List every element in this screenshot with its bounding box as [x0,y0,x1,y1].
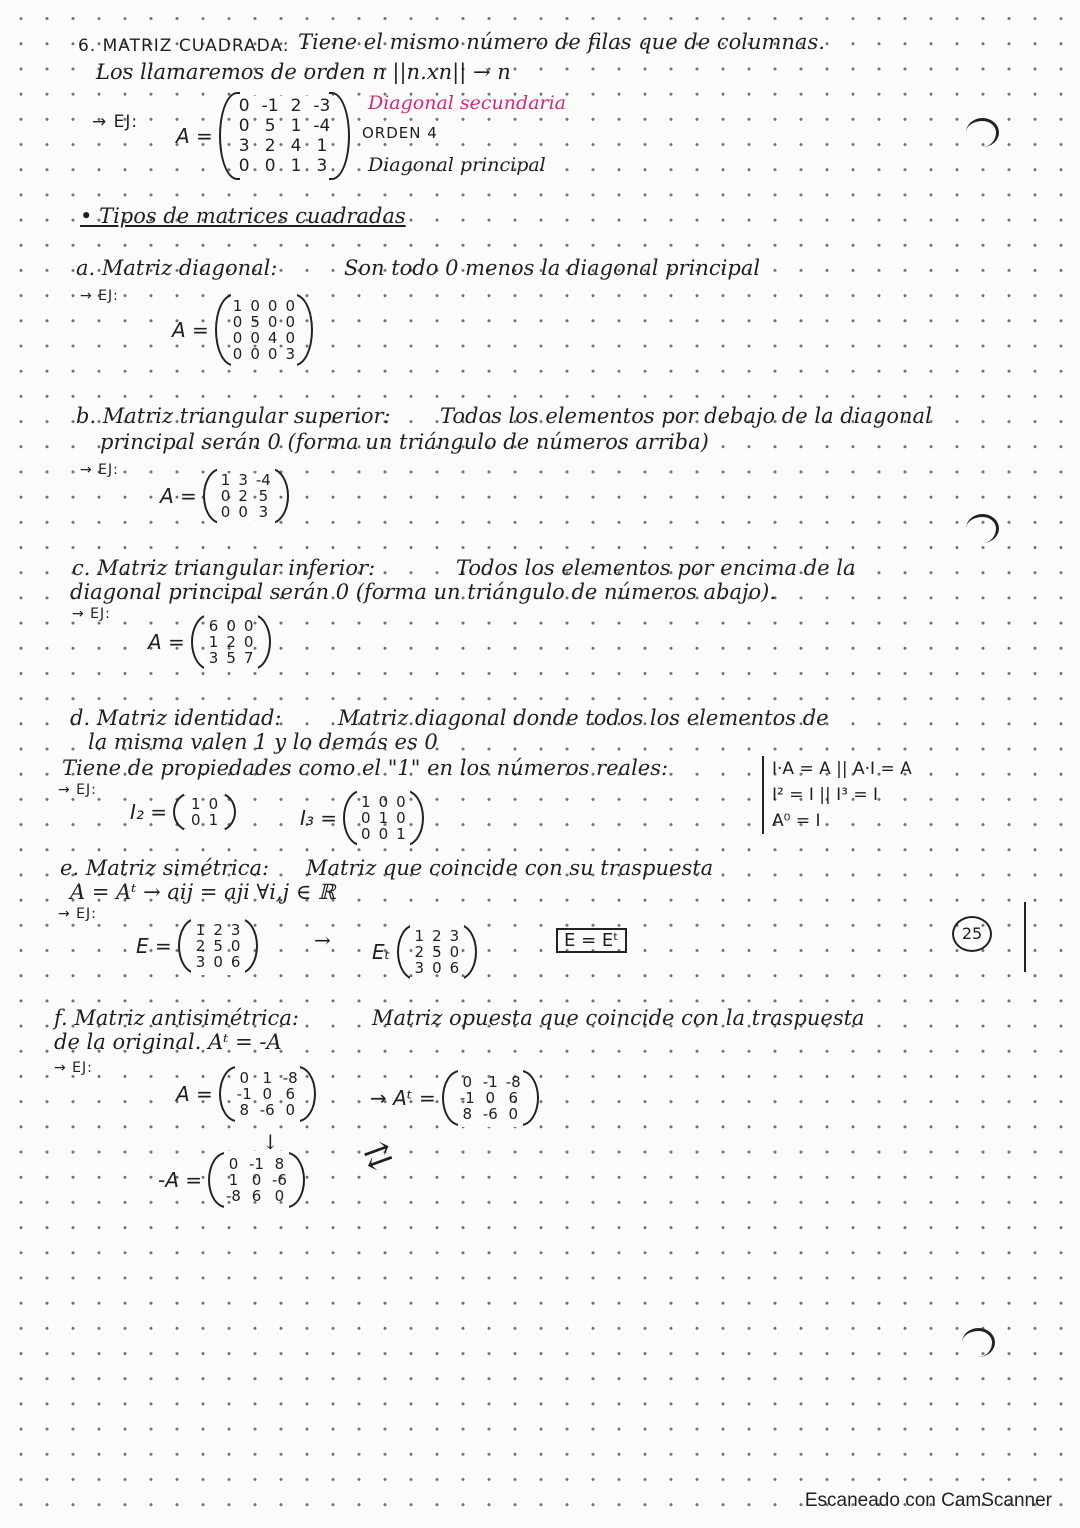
matrix-cell: 5 [432,943,442,961]
matrix-cell: 0 [264,156,276,176]
matrix-cell: -1 [482,1073,498,1091]
matrix-row [192,938,245,954]
matrix-cell: -6 [482,1105,498,1123]
binder-ring-icon [962,1328,995,1357]
matrix-row [217,488,275,504]
b-matrix [160,468,289,524]
binder-ring-icon [966,514,999,543]
matrix-cell: -3 [313,96,331,116]
d-title: d. Matriz identidad: [70,706,282,730]
matrix-cell: 0 [285,1101,295,1119]
e-matrix [136,918,258,974]
d-example-label: → EJ: [58,782,97,798]
matrix-cell: 0 [251,1171,262,1189]
matrix-cell: 0 [191,811,201,829]
matrix-row [229,346,299,362]
matrix-row [222,1156,291,1172]
matrix-cell: 0 [213,953,223,971]
matrix-cell: 0 [230,937,241,955]
matrix-cell: 0 [285,297,295,315]
matrix-cell: -1 [261,96,279,116]
a-example-label: → EJ: [80,288,119,304]
matrix-cell: -1 [248,1155,264,1173]
matrix-cell: 1 [232,297,243,315]
matrix-cell: 5 [250,313,260,331]
identity-3-matrix [300,790,424,846]
equivalence-arrows-icon: ⇄ [358,1132,399,1180]
matrix-cell: 2 [290,96,302,116]
matrix-cell: 0 [285,329,295,347]
matrix-row [217,504,275,520]
matrix-cell: 0 [396,809,406,827]
matrix-cell: 0 [220,503,231,521]
matrix-label: E = [136,934,172,958]
matrix-cell: 7 [243,649,254,667]
matrix-row [233,1070,302,1086]
matrix-cell: 1 [316,136,328,156]
matrix-cell: 0 [243,633,254,651]
matrix-row [222,1188,291,1204]
matrix-cell: 0 [378,793,389,811]
orden-label: ORDEN 4 [362,124,438,142]
matrix-label: → Aᵗ = [370,1086,436,1110]
matrix-cell: 1 [191,795,201,813]
c-example-label: → EJ: [72,606,111,622]
matrix-cell: 0 [267,297,278,315]
matrix-cell: 0 [432,959,442,977]
matrix-cell: 1 [228,1171,239,1189]
sec6-heading: 6. MATRIZ CUADRADA: [78,36,290,56]
d-desc: Matriz diagonal donde todos los elementos de [338,706,829,730]
f-example-label: → EJ: [54,1060,93,1076]
camscanner-footer: Escaneado con CamScanner [804,1490,1052,1511]
matrix-row [233,156,337,176]
matrix-cell: 1 [396,825,406,843]
matrix-cell: 0 [250,329,260,347]
sec6-line2: Los llamaremos de orden n ||n.xn|| → n [96,60,511,84]
matrix-row [187,796,222,812]
matrix-row [456,1106,525,1122]
right-arrow-icon: → [314,928,331,952]
matrix-cell: 2 [226,633,236,651]
b-title: b. Matriz triangular superior: [76,404,391,428]
matrix-cell: 4 [267,329,278,347]
identity-properties [762,756,912,834]
matrix-cell: 0 [361,825,371,843]
c-desc: Todos los elementos por encima de la [456,556,856,580]
matrix-cell: 1 [220,471,231,489]
sec6-example-label: → EJ: [92,112,139,132]
a-matrix [172,294,313,366]
matrix-cell: 5 [226,649,236,667]
matrix-cell: 8 [462,1105,473,1123]
b-desc2: principal serán 0 (forma un triángulo de números arriba) [100,430,709,454]
property-1: I·A = A || A·I = A [772,759,912,779]
matrix-cell: 1 [378,809,389,827]
matrix-cell: 0 [238,116,250,136]
matrix-cell: 3 [449,927,460,945]
matrix-cell: 0 [238,503,248,521]
matrix-cell: -8 [505,1073,521,1091]
page-edge-line [1024,902,1026,972]
tipos-title-text: Tipos de matrices cuadradas [99,204,406,228]
matrix-cell: 0 [485,1089,496,1107]
matrix-cell: 3 [414,959,425,977]
property-3: A⁰ = I [772,811,821,831]
matrix-row [205,650,258,666]
matrix-row [205,618,258,634]
matrix-cell: 1 [262,1069,273,1087]
a-title: a. Matriz diagonal: [76,256,278,280]
matrix-cell: 0 [250,297,260,315]
matrix-row [411,944,464,960]
matrix-row [233,96,337,116]
matrix-label: A = [176,124,213,148]
matrix-cell: 0 [228,1155,239,1173]
matrix-label: A = [176,1082,213,1106]
matrix-cell: 1 [290,156,302,176]
e-formula: A = Aᵗ → aij = aji ∀i,j ∈ ℝ [70,880,336,904]
c-matrix [148,614,271,670]
matrix-cell: 1 [208,811,219,829]
matrix-cell: 0 [238,96,250,116]
matrix-cell: -1 [459,1089,475,1107]
b-example-label: → EJ: [80,462,119,478]
matrix-cell: 6 [508,1089,518,1107]
matrix-label: A = [172,318,209,342]
c-title: c. Matriz triangular inferior: [72,556,376,580]
matrix-label: -A = [158,1168,203,1192]
matrix-cell: -4 [255,471,271,489]
matrix-cell: 6 [285,1085,295,1103]
f-negative-matrix [158,1152,305,1208]
matrix-cell: 6 [449,959,460,977]
f-matrix [176,1066,316,1122]
matrix-cell: 0 [378,825,389,843]
matrix-cell: 1 [290,116,302,136]
matrix-cell: 0 [208,795,219,813]
matrix-row [456,1090,525,1106]
matrix-cell: 2 [213,921,223,939]
matrix-cell: 3 [195,953,206,971]
matrix-cell: 6 [230,953,241,971]
matrix-cell: 0 [285,313,295,331]
matrix-cell: 2 [195,937,206,955]
matrix-row [229,314,299,330]
matrix-cell: 0 [274,1187,285,1205]
matrix-cell: 0 [267,313,278,331]
matrix-cell: 0 [226,617,236,635]
binder-ring-icon [966,118,999,147]
matrix-cell: 0 [232,329,243,347]
matrix-cell: 0 [262,1085,273,1103]
e-example-label: → EJ: [58,906,97,922]
matrix-cell: 0 [239,1069,250,1087]
matrix-cell: 8 [274,1155,285,1173]
matrix-cell: 8 [239,1101,250,1119]
matrix-cell: 1 [208,633,219,651]
matrix-cell: 0 [232,345,243,363]
f-title: f. Matriz antisimétrica: [54,1006,299,1030]
matrix-cell: 3 [238,136,250,156]
matrix-cell: -6 [259,1101,275,1119]
matrix-cell: -4 [313,116,331,136]
c-desc2: diagonal principal serán 0 (forma un triángulo de números abajo). [70,580,777,604]
e-title: e. Matriz simétrica: [60,856,270,880]
e-transpose-matrix [372,924,477,980]
matrix-cell: 1 [195,921,206,939]
identity-2-matrix [130,792,236,832]
tipos-title: • Tipos de matrices cuadradas [80,204,406,228]
matrix-row [233,116,337,136]
matrix-cell: 6 [208,617,219,635]
matrix-cell: 1 [361,793,371,811]
matrix-row [229,298,299,314]
matrix-cell: 2 [264,136,276,156]
matrix-row [187,812,222,828]
matrix-cell: 0 [267,345,278,363]
matrix-label: A = [160,484,197,508]
matrix-cell: -8 [226,1187,241,1205]
matrix-cell: 2 [432,927,442,945]
matrix-cell: 5 [258,487,269,505]
matrix-cell: 0 [396,793,406,811]
matrix-row [411,928,464,944]
b-desc: Todos los elementos por debajo de la diagonal [440,404,932,428]
matrix-row [192,954,245,970]
matrix-cell: 0 [462,1073,473,1091]
matrix-label: I₂ = [130,800,168,824]
matrix-cell: 2 [414,943,425,961]
d-desc3: Tiene de propiedades como el "1" en los números reales: [62,756,669,780]
matrix-cell: -6 [271,1171,287,1189]
matrix-cell: 0 [449,943,460,961]
matrix-cell: 3 [230,921,241,939]
matrix-row [411,960,464,976]
down-arrow-icon: ↓ [262,1130,279,1154]
matrix-cell: 0 [508,1105,518,1123]
matrix-cell: 0 [220,487,231,505]
matrix-row [233,1102,302,1118]
matrix-row [229,330,299,346]
matrix-row [357,810,410,826]
matrix-row [192,922,245,938]
matrix-row [205,634,258,650]
matrix-cell: 3 [316,156,328,176]
matrix-row [233,136,337,156]
matrix-label: A = [148,630,185,654]
symmetric-result-box: E = Eᵗ [556,928,627,953]
property-2: I² = I || I³ = I [772,785,879,805]
matrix-cell: 2 [238,487,248,505]
a-desc: Son todo 0 menos la diagonal principal [344,256,761,280]
matrix-row [222,1172,291,1188]
matrix-cell: 1 [414,927,425,945]
matrix-row [217,472,275,488]
matrix-row [357,794,410,810]
matrix-label: I₃ = [300,806,338,830]
sec6-matrix [176,92,350,180]
matrix-cell: 5 [264,116,276,136]
matrix-row [456,1074,525,1090]
d-desc2: la misma valen 1 y lo demás es 0 [88,730,438,754]
matrix-cell: 5 [213,937,223,955]
matrix-cell: 0 [243,617,254,635]
diagonal-secundaria-label: Diagonal secundaria [368,92,567,114]
diagonal-principal-label: Diagonal principal [368,154,546,176]
matrix-cell: 3 [238,471,248,489]
f-desc2: de la original. Aᵗ = -A [54,1030,282,1054]
matrix-cell: -8 [282,1069,298,1087]
e-desc: Matriz que coincide con su traspuesta [306,856,714,880]
matrix-cell: 3 [208,649,219,667]
matrix-cell: 0 [232,313,243,331]
matrix-cell: 4 [290,136,302,156]
matrix-row [233,1086,302,1102]
matrix-cell: 3 [285,345,295,363]
matrix-row [357,826,410,842]
matrix-cell: 3 [258,503,269,521]
sec6-definition: Tiene el mismo número de filas que de columnas. [298,30,825,54]
f-transpose-matrix [370,1070,539,1126]
matrix-cell: -1 [236,1085,252,1103]
matrix-cell: 6 [251,1187,262,1205]
matrix-cell: 0 [250,345,260,363]
matrix-label: Eₜ [372,940,391,964]
f-desc: Matriz opuesta que coincide con la traspuesta [372,1006,865,1030]
page-number: 25 [952,916,992,952]
matrix-cell: 0 [361,809,371,827]
matrix-cell: 0 [238,156,250,176]
